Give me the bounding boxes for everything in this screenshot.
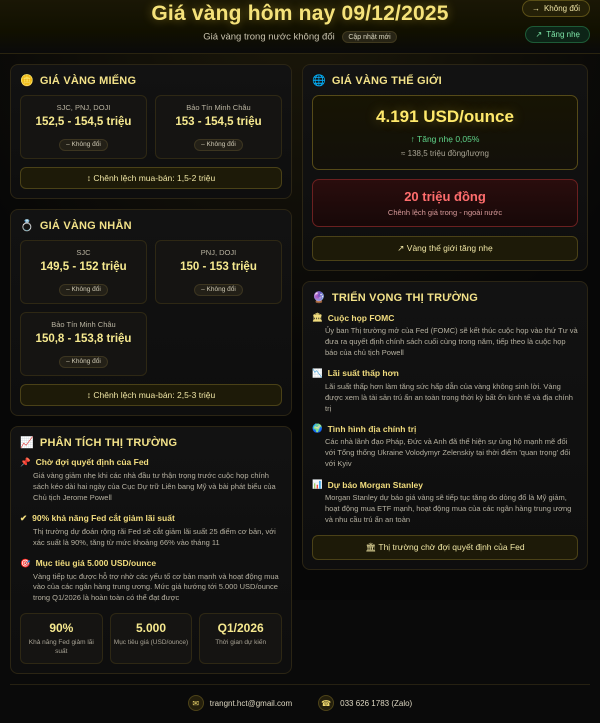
price-brand: PNJ, DOJI	[200, 248, 237, 258]
arrow-up-right-icon: ↗	[535, 30, 543, 39]
contact-phone-label: 033 626 1783 (Zalo)	[340, 698, 413, 708]
price-status: – Không đổi	[194, 139, 243, 151]
content-columns	[0, 54, 600, 684]
mail-icon: ✉	[188, 695, 204, 711]
page-footer	[10, 684, 590, 723]
arrow-right-icon: →	[531, 4, 540, 13]
world-gold-change: ↑ Tăng nhẹ 0,05%	[410, 134, 480, 145]
price-status: – Không đổi	[59, 139, 108, 151]
price-tile[interactable]	[20, 240, 147, 304]
stat-value: 5.000	[135, 621, 166, 636]
crystal-ball-icon: 🔮	[312, 292, 326, 305]
chart-icon: 📈	[20, 437, 34, 450]
price-brand: Bảo Tín Minh Châu	[186, 103, 251, 113]
stat-label: Thời gian dự kiến	[215, 639, 267, 647]
right-column-spacer	[302, 580, 588, 674]
gold-bar-icon: 🪙	[20, 75, 34, 88]
outlook-item	[312, 479, 578, 526]
analysis-item-title-text: 90% khả năng Fed cắt giảm lãi suất	[32, 512, 175, 523]
price-tile[interactable]	[155, 95, 282, 159]
badge-rise[interactable]	[525, 26, 590, 43]
card-market-outlook	[302, 281, 588, 570]
card-gold-ring-header	[20, 219, 282, 232]
stat-label: Khả năng Fed giảm lãi suất	[28, 639, 94, 655]
card-gold-bar	[10, 64, 292, 199]
analysis-item-title-text: Mục tiêu giá 5.000 USD/ounce	[35, 557, 157, 568]
price-brand: SJC, PNJ, DOJI	[56, 103, 111, 113]
chart-down-icon: 📉	[312, 367, 323, 378]
spread-icon: ↕	[86, 390, 91, 401]
gold-ring-spread	[20, 384, 282, 406]
card-market-analysis-title: PHÂN TÍCH THỊ TRƯỜNG	[39, 436, 178, 449]
price-brand: SJC	[76, 248, 91, 258]
price-status: – Không đổi	[194, 284, 243, 296]
card-gold-bar-header	[20, 74, 282, 87]
analysis-item	[20, 457, 282, 504]
world-gold-note-label: Vàng thế giới tăng nhẹ	[406, 243, 493, 254]
outlook-item-title-text: Lãi suất thấp hơn	[327, 368, 399, 379]
outlook-item-title	[312, 423, 578, 434]
badge-unchanged-label: Không đổi	[543, 4, 580, 13]
world-gold-note	[312, 236, 578, 261]
analysis-item	[20, 513, 282, 549]
outlook-item	[312, 423, 578, 470]
price-gap-label: Chênh lệch giá trong - ngoài nước	[387, 208, 503, 218]
target-icon: 🎯	[20, 557, 31, 568]
gold-bar-spread-label: Chênh lệch mua-bán: 1,5-2 triệu	[93, 173, 216, 184]
outlook-item-body: Các nhà lãnh đạo Pháp, Đức và Anh đã thể hiện sự ủng hộ mạnh mẽ đối với Tổng thống Ukraine Volodymyr Zelenskiy tại thời điểm 'quan trọng' đối với Kyiv	[325, 437, 571, 469]
outlook-item-title	[312, 368, 578, 379]
outlook-item-title-text: Tình hình địa chính trị	[327, 423, 417, 434]
outlook-footer-note	[312, 535, 578, 560]
analysis-item-title	[20, 558, 282, 569]
page-title: Giá vàng hôm nay 09/12/2025	[151, 2, 449, 25]
price-tile[interactable]	[20, 312, 147, 376]
price-gap-box	[312, 179, 578, 227]
analysis-item-body: Vàng tiếp tục được hỗ trợ nhờ các yếu tố cơ bản mạnh và hoạt động mua vào của các ngân hàng trung ương. Mức giá hướng tới 5.000 USD/ounce trong Q1/2026 là hoàn toàn có thể đạt được	[33, 571, 279, 603]
globe-icon: 🌐	[312, 75, 326, 88]
price-gap-value: 20 triệu đồng	[404, 189, 486, 205]
gold-ring-icon: 💍	[20, 220, 34, 233]
world-gold-converted: ≈ 138,5 triệu đồng/lượng	[401, 149, 489, 159]
outlook-footer-label: Thị trường chờ đợi quyết định của Fed	[378, 541, 525, 552]
analysis-item-title	[20, 513, 282, 524]
trend-up-icon: ↗	[397, 243, 405, 254]
price-value: 149,5 - 152 triệu	[40, 261, 127, 274]
price-brand: Bảo Tín Minh Châu	[51, 320, 116, 330]
card-market-outlook-title: TRIỂN VỌNG THỊ TRƯỜNG	[331, 291, 479, 304]
outlook-item-body: Ủy ban Thị trường mở của Fed (FOMC) sẽ kết thúc cuộc họp vào thứ Tư và đưa ra quyết định chính sách cuối cùng trong năm, tiếp theo là cuộc họp báo của chủ tịch Powell	[325, 326, 578, 357]
card-world-gold	[302, 64, 588, 271]
analysis-item-title-text: Chờ đợi quyết định của Fed	[35, 457, 149, 468]
outlook-item-title-text: Dự báo Morgan Stanley	[327, 479, 424, 490]
outlook-item	[312, 368, 578, 415]
page-subtitle	[0, 31, 600, 43]
price-value: 153 - 154,5 triệu	[175, 116, 262, 129]
outlook-item	[312, 312, 578, 359]
badge-rise-label: Tăng nhẹ	[546, 30, 580, 39]
price-value: 152,5 - 154,5 triệu	[35, 116, 132, 129]
world-gold-price-box	[312, 95, 578, 170]
bar-chart-icon: 📊	[312, 479, 323, 490]
analysis-item	[20, 558, 282, 605]
analysis-item-title	[20, 457, 282, 468]
contact-email-label: trangnt.hct@gmail.com	[209, 698, 293, 708]
price-tile[interactable]	[20, 95, 147, 159]
world-gold-price: 4.191 USD/ounce	[376, 107, 514, 127]
card-market-outlook-header	[312, 291, 578, 304]
badge-unchanged[interactable]	[522, 0, 590, 17]
outlook-item-title-text: Cuộc họp FOMC	[327, 312, 395, 323]
outlook-item-title	[312, 312, 578, 323]
page-header	[0, 0, 600, 54]
outlook-item-title	[312, 479, 578, 490]
stat-value: 90%	[49, 621, 74, 636]
globe-geopolitics-icon: 🌍	[312, 423, 323, 434]
card-world-gold-title: GIÁ VÀNG THẾ GIỚI	[331, 74, 442, 87]
price-tile[interactable]	[155, 240, 282, 304]
card-gold-bar-title: GIÁ VÀNG MIẾNG	[39, 74, 137, 87]
bank-footer-icon: 🏛	[365, 541, 377, 552]
gold-ring-spread-label: Chênh lệch mua-bán: 2,5-3 triệu	[93, 390, 216, 401]
price-value: 150,8 - 153,8 triệu	[35, 333, 132, 346]
right-column	[302, 64, 588, 674]
pin-icon: 📌	[20, 457, 31, 468]
analysis-item-body: Giá vàng giảm nhẹ khi các nhà đầu tư thận trọng trước cuộc họp chính sách kéo dài hai ngày của Cục Dự trữ Liên bang Mỹ và bài phát biểu của Chủ tịch Jerome Powell	[33, 471, 276, 502]
gold-bar-spread	[20, 167, 282, 189]
analysis-stats	[20, 613, 282, 664]
card-gold-ring	[10, 209, 292, 416]
contact-email[interactable]	[188, 695, 292, 711]
check-icon: ✔	[20, 512, 28, 523]
card-market-analysis-header	[20, 436, 282, 449]
phone-icon: ☎	[318, 695, 334, 711]
analysis-item-body: Thị trường dự đoán rộng rãi Fed sẽ cắt giảm lãi suất 25 điểm cơ bản, với xác suất là 90%, tăng từ mức khoảng 66% vào tháng 11	[33, 526, 276, 547]
price-status: – Không đổi	[59, 284, 108, 296]
price-status: – Không đổi	[59, 356, 108, 368]
card-world-gold-header	[312, 74, 578, 87]
card-market-analysis	[10, 426, 292, 674]
bank-icon: 🏛	[312, 312, 323, 323]
stat-card	[110, 613, 193, 664]
contact-phone[interactable]	[318, 695, 412, 711]
left-column	[10, 64, 292, 674]
outlook-item-body: Lãi suất thấp hơn làm tăng sức hấp dẫn của vàng không sinh lời. Vàng được xem là tài sản trú ẩn an toàn trong thời kỳ bất ổn kinh tế và địa chính trị	[325, 381, 573, 413]
stat-card	[20, 613, 103, 664]
stat-label: Mục tiêu giá (USD/ounce)	[113, 639, 189, 647]
stat-card	[199, 613, 282, 664]
status-badge: Cập nhật mới	[342, 31, 396, 43]
gold-ring-price-grid	[20, 240, 282, 376]
outlook-item-body: Morgan Stanley dự báo giá vàng sẽ tiếp tục tăng do dòng đổ là Mỹ giảm, hoạt động mua ETF mạnh, hoạt động mua của các ngân hàng trung ương và nhu cầu trú ẩn an toàn	[325, 493, 572, 524]
spread-icon: ↕	[86, 173, 91, 184]
card-gold-ring-title: GIÁ VÀNG NHẪN	[39, 219, 132, 232]
gold-bar-price-grid	[20, 95, 282, 159]
price-value: 150 - 153 triệu	[180, 261, 257, 274]
stat-value: Q1/2026	[217, 621, 264, 636]
page-subtitle-text: Giá vàng trong nước không đổi	[203, 31, 335, 43]
